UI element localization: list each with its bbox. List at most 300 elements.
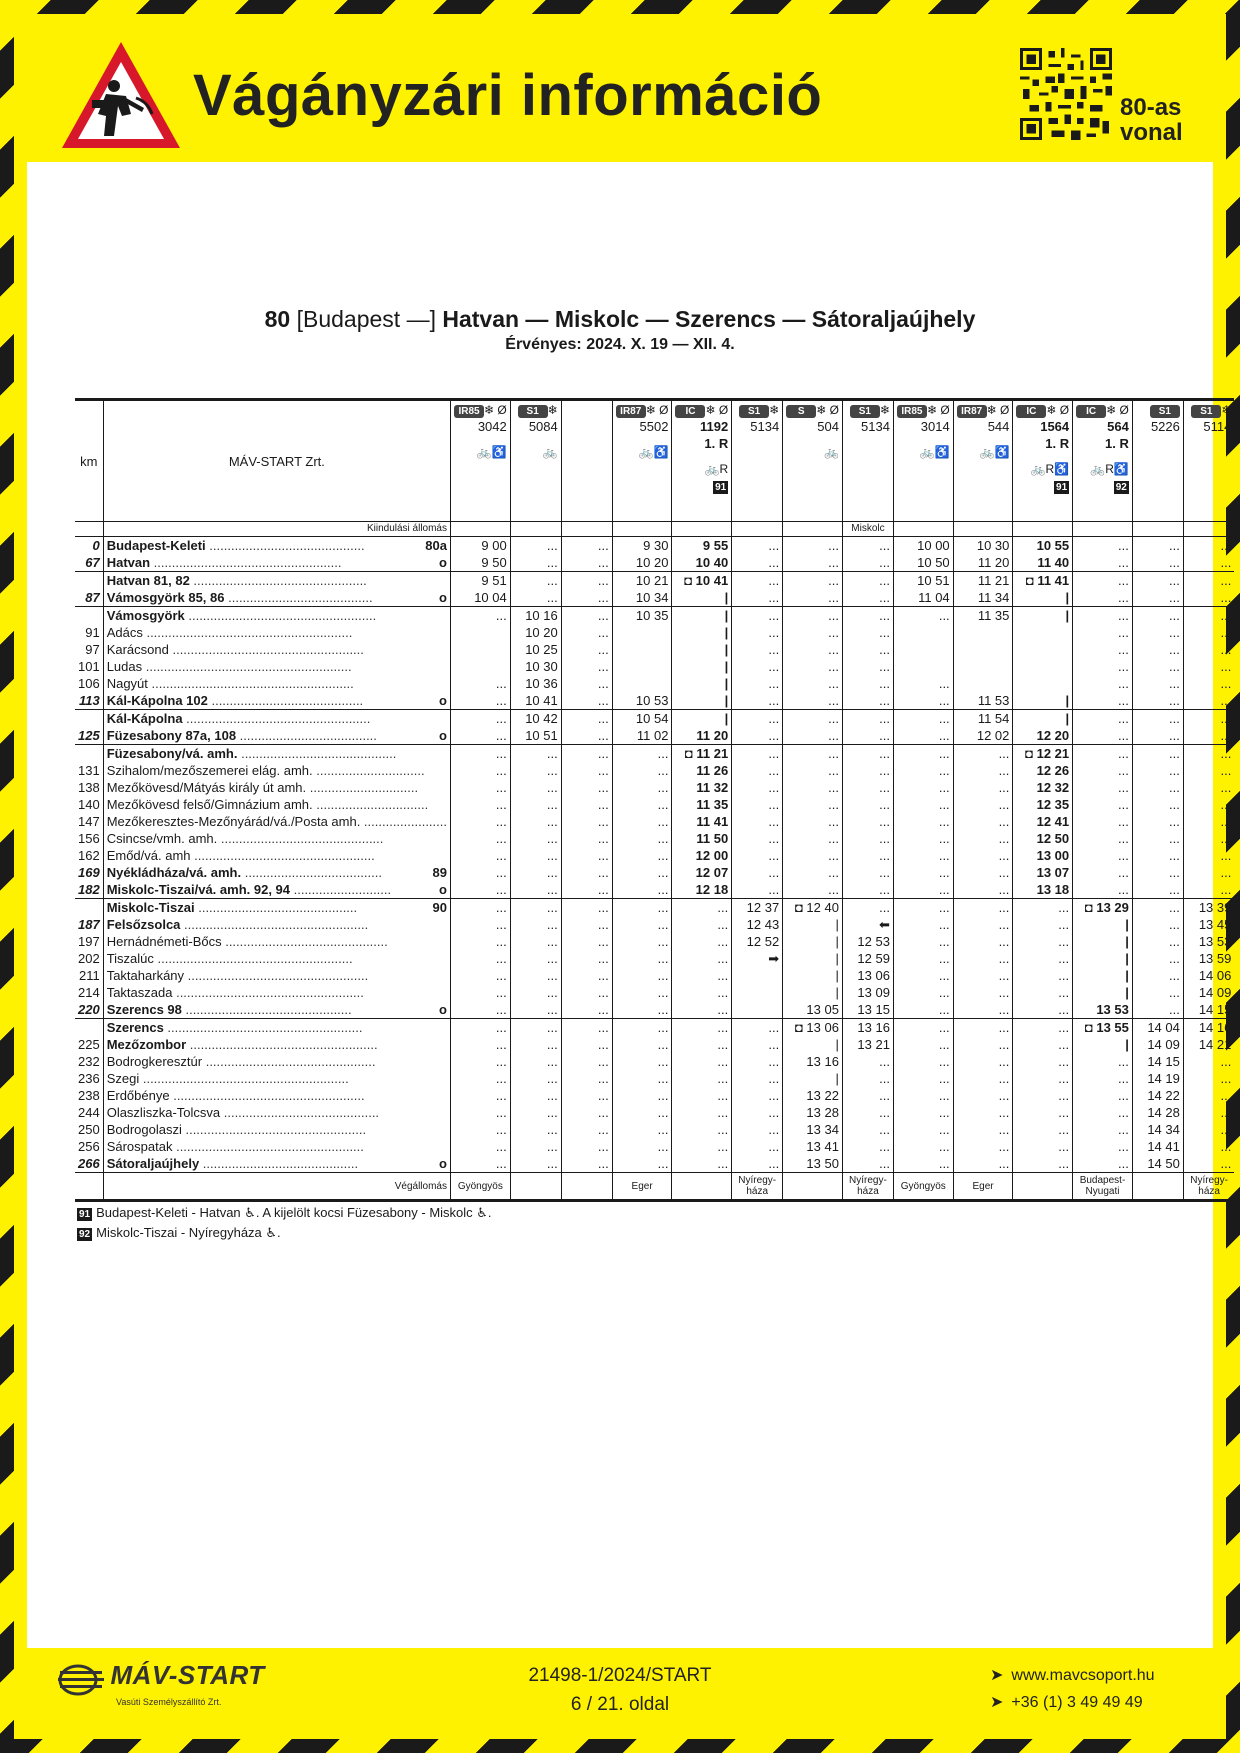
footnote-text: Miskolc-Tiszai - Nyíregyháza ♿.	[96, 1225, 281, 1240]
time-cell: ...	[1013, 1019, 1073, 1037]
time-cell: |	[783, 916, 843, 933]
km-value: 202	[78, 951, 100, 966]
time-cell: ...	[451, 813, 511, 830]
time-cell: 13 07	[1013, 864, 1073, 881]
time-cell: 13 53	[1073, 1001, 1133, 1019]
time-cell: 9 00	[451, 537, 511, 555]
time-cell: |	[1013, 692, 1073, 710]
time-cell: ...	[1183, 762, 1234, 779]
time-cell: ...	[783, 554, 843, 572]
km-value: 244	[78, 1105, 100, 1120]
service-symbols: ❄ Ø	[986, 403, 1010, 417]
time-cell: ...	[561, 1053, 612, 1070]
time-cell: ...	[451, 950, 511, 967]
train-number: 544	[987, 419, 1010, 434]
time-cell: ...	[893, 813, 953, 830]
time-cell: ...	[893, 881, 953, 899]
time-cell: ...	[510, 1087, 561, 1104]
time-cell: ...	[561, 641, 612, 658]
time-cell: ...	[1013, 899, 1073, 917]
time-cell: ...	[1132, 779, 1183, 796]
time-cell: 10 51	[893, 572, 953, 590]
time-cell: 12 02	[953, 727, 1013, 745]
train-number: 5226	[1150, 419, 1180, 434]
origin-cell	[1132, 522, 1183, 537]
station-label: Kál-Kápolna	[106, 711, 183, 726]
time-cell: 13 39	[1183, 899, 1234, 917]
km-value: 113	[78, 693, 100, 708]
table-row	[75, 1104, 1234, 1121]
time-cell: ...	[953, 1053, 1013, 1070]
time-cell: ...	[953, 796, 1013, 813]
time-cell: 10 42	[510, 710, 561, 728]
train-category-badge: S1	[850, 405, 880, 418]
station-label: Füzesabony/vá. amh.	[106, 746, 238, 761]
time-cell: ...	[451, 1053, 511, 1070]
document-id: 21498-1/2024/START	[528, 1665, 712, 1686]
time-cell: ...	[510, 1138, 561, 1155]
time-cell: ...	[1013, 1087, 1073, 1104]
time-cell: ...	[1132, 692, 1183, 710]
time-cell: 11 21	[953, 572, 1013, 590]
time-cell: ...	[1132, 727, 1183, 745]
time-cell: ...	[561, 624, 612, 641]
time-cell: 10 20	[510, 624, 561, 641]
time-cell: ...	[1073, 1138, 1133, 1155]
time-cell: ...	[953, 1019, 1013, 1037]
time-cell: ...	[783, 710, 843, 728]
time-cell: ...	[1073, 1087, 1133, 1104]
time-cell: ...	[1132, 1001, 1183, 1019]
time-cell: ...	[561, 796, 612, 813]
km-value: 67	[85, 555, 100, 570]
time-cell: ...	[510, 1053, 561, 1070]
time-cell: ...	[561, 1138, 612, 1155]
note-number: 91	[1056, 482, 1068, 493]
time-cell: ...	[561, 675, 612, 692]
train-category-badge: IC	[675, 405, 705, 418]
time-cell: ...	[783, 572, 843, 590]
time-cell: ...	[612, 950, 672, 967]
time-cell: |	[672, 624, 732, 641]
station-label: Miskolc-Tiszai/vá. amh. 92, 94	[106, 882, 290, 897]
time-cell: ...	[1132, 641, 1183, 658]
leader-dots: .........................................................	[142, 659, 352, 674]
logo-subtitle: Vasúti Személyszállító Zrt.	[116, 1696, 222, 1707]
leader-dots: ......................................................	[153, 951, 353, 966]
time-cell: ...	[893, 1121, 953, 1138]
time-cell: ...	[510, 813, 561, 830]
time-cell: ...	[893, 864, 953, 881]
time-cell: ...	[1073, 727, 1133, 745]
time-cell: 14 09	[1132, 1036, 1183, 1053]
time-cell: ...	[1132, 624, 1183, 641]
time-cell: ...	[953, 864, 1013, 881]
time-cell: ...	[451, 847, 511, 864]
station-name	[103, 607, 450, 625]
time-cell: ...	[612, 984, 672, 1001]
time-cell: ...	[732, 589, 783, 607]
time-cell: 12 20	[1013, 727, 1073, 745]
line-number: 80	[264, 306, 291, 332]
km-value: 138	[78, 780, 100, 795]
station-label: Miskolc-Tiszai	[106, 900, 195, 915]
time-cell: ...	[612, 1036, 672, 1053]
time-cell	[612, 624, 672, 641]
origin-cell	[510, 522, 561, 537]
bicycle-wheelchair-icons: 🚲♿	[919, 445, 950, 459]
km-value: 182	[78, 882, 100, 897]
time-cell: 11 04	[893, 589, 953, 607]
time-cell: ...	[1013, 1036, 1073, 1053]
station-label: Szerencs	[106, 1020, 164, 1035]
train-header-4	[612, 400, 672, 522]
time-cell: ...	[732, 1053, 783, 1070]
time-cell: 10 53	[612, 692, 672, 710]
time-cell: ...	[893, 796, 953, 813]
time-cell: ...	[732, 1019, 783, 1037]
leader-dots: ....................................................	[184, 608, 377, 623]
leader-dots: ...............................................	[202, 1054, 376, 1069]
time-cell: ...	[842, 847, 893, 864]
time-cell: ...	[842, 1121, 893, 1138]
time-cell: ...	[1132, 916, 1183, 933]
time-cell: ...	[612, 796, 672, 813]
time-cell: 13 41	[783, 1138, 843, 1155]
phone-number[interactable]: +36 (1) 3 49 49 49	[1011, 1694, 1143, 1711]
website-link[interactable]: www.mavcsoport.hu	[1011, 1667, 1155, 1684]
km-value: 106	[78, 676, 100, 691]
time-cell: ...	[612, 1001, 672, 1019]
km-value: 169	[78, 865, 100, 880]
page-number: 6 / 21. oldal	[570, 1694, 670, 1715]
km-value: 91	[85, 625, 100, 640]
origin-cell	[732, 522, 783, 537]
time-cell: 14 41	[1132, 1138, 1183, 1155]
time-cell: ...	[561, 1070, 612, 1087]
time-cell: ...	[561, 762, 612, 779]
time-cell: |	[783, 984, 843, 1001]
connection-ref: 89	[432, 865, 447, 880]
connection-ref: o	[439, 693, 447, 708]
table-row	[75, 745, 1234, 763]
table-row	[75, 675, 1234, 692]
time-cell: ...	[510, 984, 561, 1001]
table-row	[75, 554, 1234, 572]
time-cell: ...	[953, 1087, 1013, 1104]
time-cell: ...	[1132, 537, 1183, 555]
station-label: Sárospatak	[106, 1139, 173, 1154]
page-title: Vágányzári információ	[193, 63, 823, 128]
station-name	[103, 572, 450, 590]
train-category-badge: IR87	[616, 405, 646, 418]
origin-cell	[1013, 522, 1073, 537]
time-cell: ...	[953, 1155, 1013, 1173]
time-cell: ...	[510, 589, 561, 607]
leader-dots: .....................................................	[168, 642, 364, 657]
time-cell: 10 00	[893, 537, 953, 555]
km-cell	[75, 522, 103, 537]
time-cell	[732, 984, 783, 1001]
time-cell: ...	[783, 589, 843, 607]
time-cell: ...	[893, 984, 953, 1001]
time-cell	[953, 675, 1013, 692]
time-cell: ...	[1073, 554, 1133, 572]
train-category-badge: S	[786, 405, 816, 418]
bicycle-wheelchair-icons: 🚲	[542, 445, 558, 459]
km-value: 225	[78, 1037, 100, 1052]
time-cell: ...	[732, 675, 783, 692]
time-cell: 12 32	[1013, 779, 1073, 796]
time-cell: 11 50	[672, 830, 732, 847]
time-cell: ...	[561, 847, 612, 864]
table-row	[75, 1019, 1234, 1037]
time-cell: ...	[561, 1036, 612, 1053]
km-value: 197	[78, 934, 100, 949]
time-cell: ...	[732, 624, 783, 641]
time-cell: ...	[842, 589, 893, 607]
time-cell: ...	[612, 847, 672, 864]
time-cell: ...	[783, 537, 843, 555]
time-cell: ...	[451, 1138, 511, 1155]
connection-ref: o	[439, 555, 447, 570]
time-cell: ...	[842, 572, 893, 590]
km-value	[75, 710, 103, 728]
time-cell: ...	[561, 554, 612, 572]
time-cell: ...	[732, 762, 783, 779]
time-cell: ...	[732, 847, 783, 864]
time-cell: ...	[893, 1138, 953, 1155]
time-cell: ...	[783, 727, 843, 745]
leader-dots: ......................................	[236, 728, 377, 743]
km-value	[75, 899, 103, 917]
km-value: 214	[78, 985, 100, 1000]
time-cell: |	[783, 1070, 843, 1087]
station-name	[103, 933, 450, 950]
time-cell: ...	[1132, 675, 1183, 692]
time-cell: ...	[1073, 1070, 1133, 1087]
time-cell	[451, 641, 511, 658]
time-cell: ...	[672, 1019, 732, 1037]
km-value: 250	[78, 1122, 100, 1137]
time-cell: ...	[842, 554, 893, 572]
station-label: Hatvan 81, 82	[106, 573, 190, 588]
time-cell: 12 07	[672, 864, 732, 881]
origin-cell	[672, 522, 732, 537]
origin-cell	[893, 522, 953, 537]
km-value: 131	[78, 763, 100, 778]
time-cell: ...	[451, 1121, 511, 1138]
time-cell: ...	[451, 967, 511, 984]
time-cell: ...	[561, 830, 612, 847]
time-cell: ...	[451, 1104, 511, 1121]
station-label: Olaszliszka-Tolcsva	[106, 1105, 221, 1120]
km-header: km	[75, 400, 103, 522]
time-cell: ...	[1073, 658, 1133, 675]
footnote-text: Budapest-Keleti - Hatvan ♿. A kijelölt kocsi Füzesabony - Miskolc ♿.	[96, 1205, 492, 1220]
time-cell: ...	[1132, 933, 1183, 950]
time-cell: ...	[893, 607, 953, 625]
time-cell: ...	[612, 1138, 672, 1155]
time-cell: ...	[451, 762, 511, 779]
time-cell: ...	[893, 779, 953, 796]
km-value: 220	[78, 1002, 100, 1017]
station-name	[103, 1087, 450, 1104]
time-cell: ...	[842, 1138, 893, 1155]
destination-cell: Eger	[612, 1173, 672, 1201]
time-cell: 10 16	[510, 607, 561, 625]
connection-ref: o	[439, 882, 447, 897]
time-cell: 14 16	[1183, 1019, 1234, 1037]
table-row	[75, 933, 1234, 950]
time-cell: 12 00	[672, 847, 732, 864]
time-cell: ...	[1183, 1138, 1234, 1155]
time-cell: ...	[783, 658, 843, 675]
time-cell: |	[672, 658, 732, 675]
service-symbols: ❄	[547, 403, 558, 417]
time-cell: ...	[953, 899, 1013, 917]
origin-cell	[451, 522, 511, 537]
station-name	[103, 1019, 450, 1037]
train-number: 5134	[750, 419, 780, 434]
time-cell: ...	[842, 864, 893, 881]
time-cell: ...	[842, 1155, 893, 1173]
station-name	[103, 916, 450, 933]
train-header-10	[953, 400, 1013, 522]
station-label: Karácsond	[106, 642, 169, 657]
station-name	[103, 899, 450, 917]
time-cell: ...	[612, 762, 672, 779]
km-value: 140	[78, 797, 100, 812]
time-cell: ...	[561, 607, 612, 625]
station-label: Kál-Kápolna 102	[106, 693, 208, 708]
table-row	[75, 950, 1234, 967]
time-cell: ...	[510, 1155, 561, 1173]
station-label: Taktaharkány	[106, 968, 185, 983]
time-cell: ...	[732, 607, 783, 625]
time-cell: ...	[510, 830, 561, 847]
station-label: Szerencs 98	[106, 1002, 182, 1017]
time-cell: ...	[1132, 847, 1183, 864]
km-value: 0	[75, 537, 103, 555]
roadwork-warning-icon	[56, 36, 186, 154]
time-cell: 10 34	[612, 589, 672, 607]
time-cell: ...	[1132, 830, 1183, 847]
time-cell: ...	[1073, 813, 1133, 830]
time-cell: ...	[612, 1104, 672, 1121]
train-header-3	[561, 400, 612, 522]
station-label: Hernádnémeti-Bőcs	[106, 934, 222, 949]
time-cell: ...	[893, 1053, 953, 1070]
station-name	[103, 864, 450, 881]
class-info: 1. R	[1105, 436, 1129, 451]
time-cell: ...	[510, 554, 561, 572]
time-cell: ...	[732, 796, 783, 813]
time-cell: ...	[1013, 933, 1073, 950]
time-cell: ...	[451, 899, 511, 917]
time-cell: ...	[1183, 796, 1234, 813]
origin-cell	[612, 522, 672, 537]
destination-cell	[1132, 1173, 1183, 1201]
time-cell: ...	[510, 950, 561, 967]
leader-dots: ..................................................	[181, 1122, 367, 1137]
time-cell: ...	[842, 779, 893, 796]
leader-dots: .........................................................	[139, 1071, 349, 1086]
time-cell	[953, 658, 1013, 675]
time-cell: ...	[451, 692, 511, 710]
time-cell: 13 06	[842, 967, 893, 984]
time-cell: ...	[561, 1087, 612, 1104]
leader-dots: ...........................................	[220, 1105, 380, 1120]
train-category-badge: S1	[518, 405, 548, 418]
station-label: Szegi	[106, 1071, 140, 1086]
time-cell: ...	[732, 554, 783, 572]
time-cell: ...	[561, 1121, 612, 1138]
time-cell: ◘ 13 55	[1073, 1019, 1133, 1037]
time-cell: ...	[953, 1104, 1013, 1121]
time-cell: ...	[451, 1155, 511, 1173]
time-cell: ...	[1132, 658, 1183, 675]
note-reference	[675, 477, 728, 494]
time-cell: |	[783, 967, 843, 984]
time-cell: ...	[561, 967, 612, 984]
time-cell: 13 05	[783, 1001, 843, 1019]
time-cell: ...	[612, 1053, 672, 1070]
destination-cell	[1013, 1173, 1073, 1201]
leader-dots: ............................................	[194, 900, 358, 915]
time-cell: ...	[451, 710, 511, 728]
time-cell	[732, 967, 783, 984]
time-cell: ...	[451, 916, 511, 933]
train-number: 504	[817, 419, 839, 434]
time-cell: ...	[1183, 710, 1234, 728]
km-value: 266	[78, 1156, 100, 1171]
leader-dots: ....................................................	[150, 555, 342, 570]
table-row	[75, 1070, 1234, 1087]
time-cell: ...	[451, 881, 511, 899]
time-cell: ...	[732, 727, 783, 745]
station-label: Mezőzombor	[106, 1037, 187, 1052]
train-category-badge: IR85	[897, 405, 927, 418]
table-row	[75, 1087, 1234, 1104]
time-cell: ...	[953, 1036, 1013, 1053]
time-cell: ...	[732, 641, 783, 658]
time-cell: ◘ 13 06	[783, 1019, 843, 1037]
line-label-number: 80-as	[1120, 94, 1182, 121]
time-cell: 13 09	[842, 984, 893, 1001]
time-cell: |	[1073, 933, 1133, 950]
time-cell: 11 32	[672, 779, 732, 796]
time-cell: ...	[510, 916, 561, 933]
time-cell: ...	[783, 762, 843, 779]
time-cell: 13 15	[842, 1001, 893, 1019]
time-cell: ...	[1132, 967, 1183, 984]
time-cell: ...	[561, 950, 612, 967]
time-cell: ...	[561, 933, 612, 950]
time-cell: ...	[783, 813, 843, 830]
time-cell: ...	[672, 933, 732, 950]
origin-cell	[1073, 522, 1133, 537]
station-label: Nyékládháza/vá. amh.	[106, 865, 242, 880]
time-cell: ...	[1132, 572, 1183, 590]
time-cell: ...	[1013, 984, 1073, 1001]
time-cell: ...	[842, 796, 893, 813]
station-label: Budapest-Keleti	[106, 538, 206, 553]
leader-dots: ......................................................	[163, 1020, 363, 1035]
time-cell	[451, 658, 511, 675]
leader-dots: .....................................................	[169, 1088, 365, 1103]
time-cell	[732, 1001, 783, 1019]
